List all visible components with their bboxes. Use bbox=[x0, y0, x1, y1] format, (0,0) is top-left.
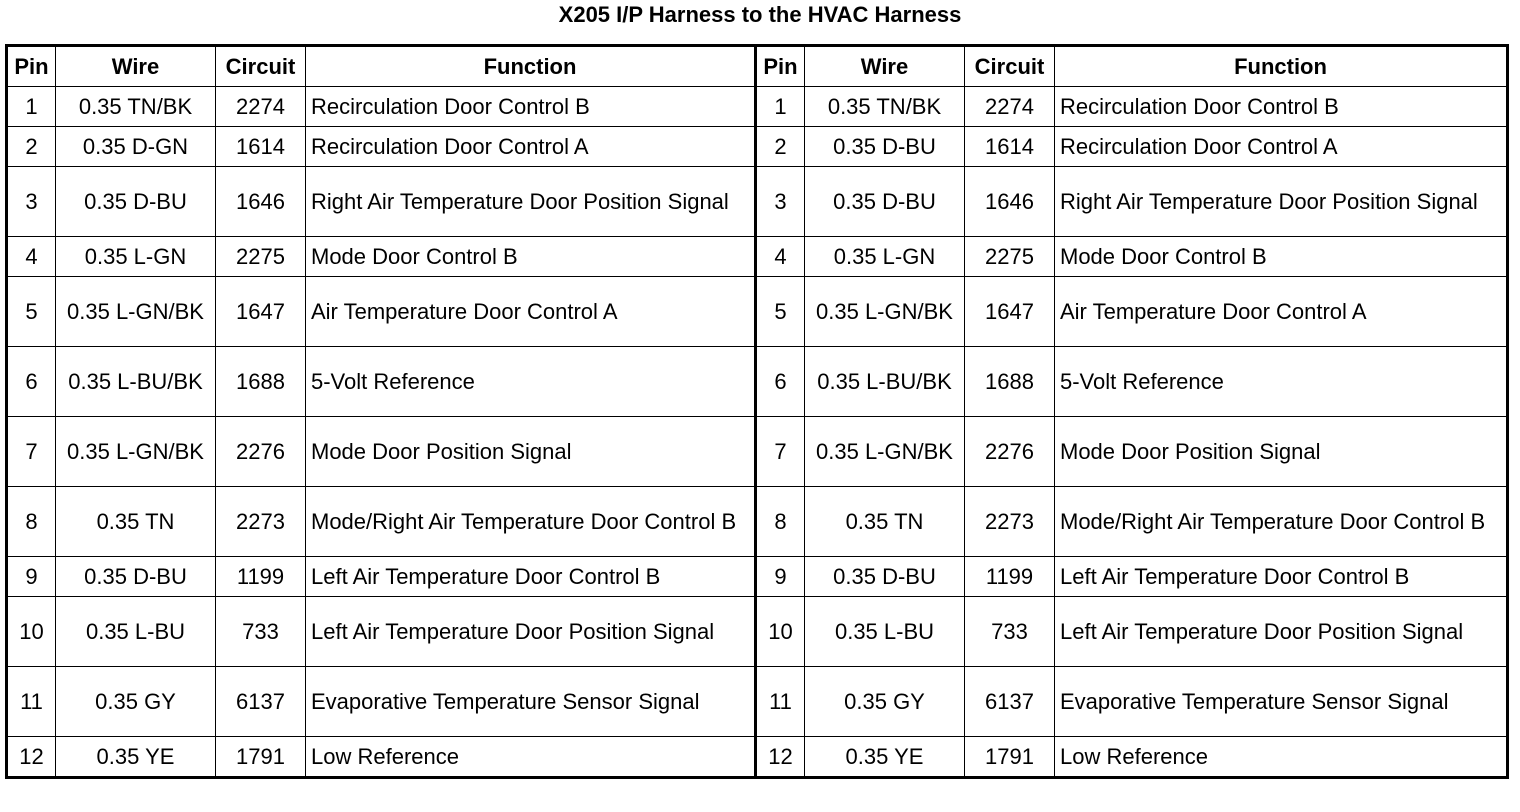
wire-cell: 0.35 GY bbox=[805, 667, 965, 737]
wire-cell: 0.35 GY bbox=[56, 667, 216, 737]
circuit-cell: 2276 bbox=[965, 417, 1055, 487]
wire-cell: 0.35 L-GN bbox=[805, 237, 965, 277]
wire-cell: 0.35 L-BU bbox=[805, 597, 965, 667]
header-circuit-right: Circuit bbox=[965, 46, 1055, 87]
wire-cell: 0.35 TN/BK bbox=[56, 87, 216, 127]
function-cell: Recirculation Door Control A bbox=[1055, 127, 1508, 167]
circuit-cell: 1614 bbox=[965, 127, 1055, 167]
pin-cell: 3 bbox=[756, 167, 805, 237]
wire-cell: 0.35 L-BU bbox=[56, 597, 216, 667]
function-cell: Mode Door Position Signal bbox=[1055, 417, 1508, 487]
function-cell: Low Reference bbox=[1055, 737, 1508, 778]
circuit-cell: 1647 bbox=[965, 277, 1055, 347]
circuit-cell: 2275 bbox=[216, 237, 306, 277]
function-cell: Mode Door Control B bbox=[306, 237, 756, 277]
circuit-cell: 2276 bbox=[216, 417, 306, 487]
table-row bbox=[7, 167, 1508, 237]
table-row bbox=[7, 347, 1508, 417]
pin-cell: 6 bbox=[7, 347, 56, 417]
pin-cell: 3 bbox=[7, 167, 56, 237]
wire-cell: 0.35 D-BU bbox=[56, 167, 216, 237]
header-pin-right: Pin bbox=[756, 46, 805, 87]
function-cell: Evaporative Temperature Sensor Signal bbox=[1055, 667, 1508, 737]
wire-cell: 0.35 L-GN/BK bbox=[56, 277, 216, 347]
table-row bbox=[7, 557, 1508, 597]
circuit-cell: 2273 bbox=[216, 487, 306, 557]
header-circuit-left: Circuit bbox=[216, 46, 306, 87]
function-cell: Low Reference bbox=[306, 737, 756, 778]
function-cell: Evaporative Temperature Sensor Signal bbox=[306, 667, 756, 737]
function-cell: Left Air Temperature Door Position Signal bbox=[1055, 597, 1508, 667]
header-function-right: Function bbox=[1055, 46, 1508, 87]
function-cell: Recirculation Door Control B bbox=[306, 87, 756, 127]
pin-cell: 2 bbox=[7, 127, 56, 167]
circuit-cell: 2274 bbox=[216, 87, 306, 127]
table-row bbox=[7, 277, 1508, 347]
pin-cell: 2 bbox=[756, 127, 805, 167]
wire-cell: 0.35 L-BU/BK bbox=[56, 347, 216, 417]
function-cell: Mode Door Position Signal bbox=[306, 417, 756, 487]
table-row bbox=[7, 667, 1508, 737]
wire-cell: 0.35 TN bbox=[56, 487, 216, 557]
function-cell: Left Air Temperature Door Control B bbox=[1055, 557, 1508, 597]
circuit-cell: 2274 bbox=[965, 87, 1055, 127]
table-row bbox=[7, 87, 1508, 127]
pin-cell: 9 bbox=[756, 557, 805, 597]
pin-cell: 12 bbox=[756, 737, 805, 778]
function-cell: Air Temperature Door Control A bbox=[1055, 277, 1508, 347]
function-cell: 5-Volt Reference bbox=[1055, 347, 1508, 417]
pin-cell: 1 bbox=[7, 87, 56, 127]
header-wire-right: Wire bbox=[805, 46, 965, 87]
circuit-cell: 6137 bbox=[965, 667, 1055, 737]
function-cell: Mode/Right Air Temperature Door Control B bbox=[1055, 487, 1508, 557]
circuit-cell: 1791 bbox=[965, 737, 1055, 778]
pin-cell: 10 bbox=[7, 597, 56, 667]
wire-cell: 0.35 D-BU bbox=[805, 557, 965, 597]
pin-cell: 11 bbox=[756, 667, 805, 737]
circuit-cell: 1646 bbox=[216, 167, 306, 237]
wire-cell: 0.35 YE bbox=[56, 737, 216, 778]
table-row bbox=[7, 237, 1508, 277]
function-cell: Right Air Temperature Door Position Signal bbox=[1055, 167, 1508, 237]
circuit-cell: 1614 bbox=[216, 127, 306, 167]
function-cell: Mode Door Control B bbox=[1055, 237, 1508, 277]
wire-cell: 0.35 L-GN bbox=[56, 237, 216, 277]
pin-cell: 7 bbox=[756, 417, 805, 487]
function-cell: Left Air Temperature Door Position Signal bbox=[306, 597, 756, 667]
table-row bbox=[7, 417, 1508, 487]
table-row bbox=[7, 737, 1508, 778]
wire-cell: 0.35 L-BU/BK bbox=[805, 347, 965, 417]
wire-cell: 0.35 L-GN/BK bbox=[56, 417, 216, 487]
pin-cell: 6 bbox=[756, 347, 805, 417]
circuit-cell: 2273 bbox=[965, 487, 1055, 557]
wire-cell: 0.35 D-GN bbox=[56, 127, 216, 167]
pin-cell: 4 bbox=[7, 237, 56, 277]
circuit-cell: 1199 bbox=[216, 557, 306, 597]
pin-cell: 8 bbox=[756, 487, 805, 557]
table-row bbox=[7, 597, 1508, 667]
function-cell: Recirculation Door Control B bbox=[1055, 87, 1508, 127]
circuit-cell: 1791 bbox=[216, 737, 306, 778]
wire-cell: 0.35 TN bbox=[805, 487, 965, 557]
function-cell: Left Air Temperature Door Control B bbox=[306, 557, 756, 597]
circuit-cell: 733 bbox=[216, 597, 306, 667]
function-cell: Mode/Right Air Temperature Door Control B bbox=[306, 487, 756, 557]
function-cell: Recirculation Door Control A bbox=[306, 127, 756, 167]
circuit-cell: 2275 bbox=[965, 237, 1055, 277]
pin-cell: 12 bbox=[7, 737, 56, 778]
wire-cell: 0.35 D-BU bbox=[56, 557, 216, 597]
wire-cell: 0.35 TN/BK bbox=[805, 87, 965, 127]
pin-cell: 7 bbox=[7, 417, 56, 487]
circuit-cell: 1688 bbox=[216, 347, 306, 417]
circuit-cell: 1688 bbox=[965, 347, 1055, 417]
table-row bbox=[7, 127, 1508, 167]
header-function-left: Function bbox=[306, 46, 756, 87]
wire-cell: 0.35 D-BU bbox=[805, 127, 965, 167]
circuit-cell: 6137 bbox=[216, 667, 306, 737]
wire-cell: 0.35 D-BU bbox=[805, 167, 965, 237]
pin-cell: 11 bbox=[7, 667, 56, 737]
connector-pinout-table bbox=[5, 44, 1509, 779]
circuit-cell: 1199 bbox=[965, 557, 1055, 597]
circuit-cell: 1647 bbox=[216, 277, 306, 347]
pin-cell: 10 bbox=[756, 597, 805, 667]
wire-cell: 0.35 L-GN/BK bbox=[805, 277, 965, 347]
header-pin-left: Pin bbox=[7, 46, 56, 87]
pin-cell: 5 bbox=[756, 277, 805, 347]
table-title: X205 I/P Harness to the HVAC Harness bbox=[558, 2, 962, 27]
wire-cell: 0.35 YE bbox=[805, 737, 965, 778]
function-cell: Right Air Temperature Door Position Signal bbox=[306, 167, 756, 237]
wire-cell: 0.35 L-GN/BK bbox=[805, 417, 965, 487]
pin-cell: 9 bbox=[7, 557, 56, 597]
pin-cell: 1 bbox=[756, 87, 805, 127]
circuit-cell: 1646 bbox=[965, 167, 1055, 237]
table-row bbox=[7, 487, 1508, 557]
function-cell: 5-Volt Reference bbox=[306, 347, 756, 417]
function-cell: Air Temperature Door Control A bbox=[306, 277, 756, 347]
pin-cell: 4 bbox=[756, 237, 805, 277]
circuit-cell: 733 bbox=[965, 597, 1055, 667]
pin-cell: 8 bbox=[7, 487, 56, 557]
header-wire-left: Wire bbox=[56, 46, 216, 87]
header-row bbox=[7, 46, 1508, 87]
pin-cell: 5 bbox=[7, 277, 56, 347]
